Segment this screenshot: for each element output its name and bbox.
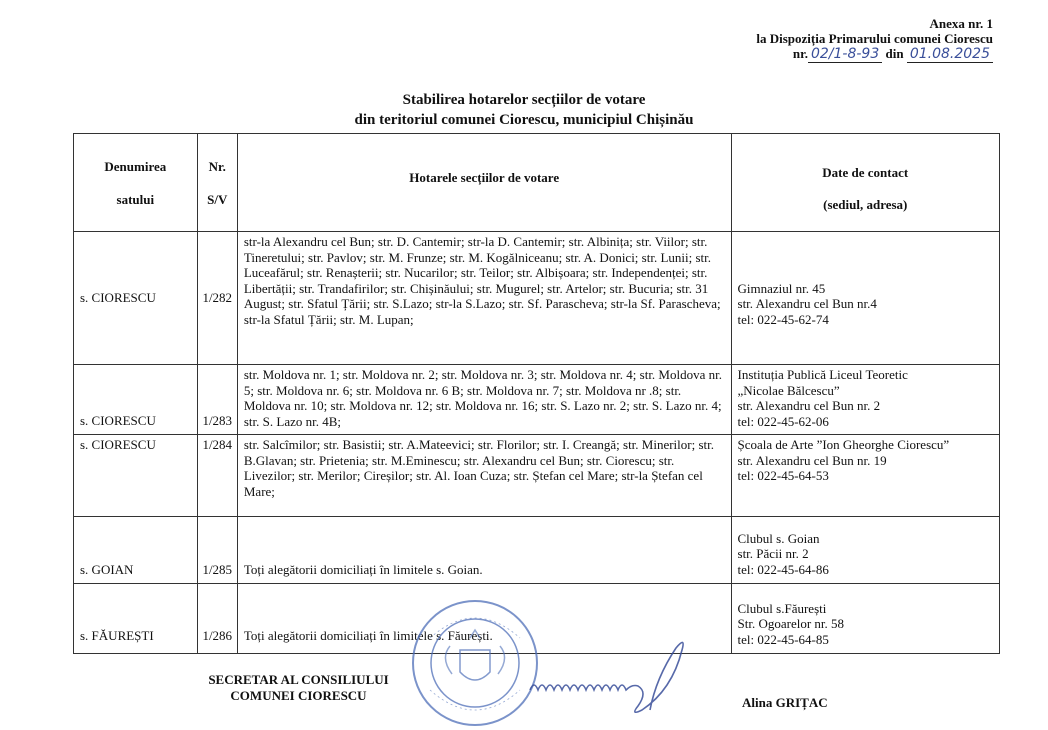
annex-title: Anexa nr. 1 xyxy=(929,16,993,31)
contact-line: Școala de Arte ”Ion Gheorghe Ciorescu” xyxy=(737,437,950,452)
header-nr-l2: S/V xyxy=(207,191,228,207)
contact-line: Clubul s.Făurești xyxy=(737,600,827,616)
contact-line: str. Alexandru cel Bun nr.4 xyxy=(737,296,877,312)
contact-line: tel: 022-45-64-85 xyxy=(737,631,829,647)
official-seal-icon xyxy=(410,598,540,728)
header-nr-l1: Nr. xyxy=(208,158,226,174)
header-nr xyxy=(197,134,237,232)
header-village xyxy=(74,134,198,232)
voting-sections-table xyxy=(73,133,1000,654)
cell-contact xyxy=(731,435,999,517)
contact-line: str. Păcii nr. 2 xyxy=(737,546,809,561)
cell-nr: 1/284 xyxy=(197,435,237,517)
cell-borders: str. Salcîmilor; str. Basistii; str. A.Mateevici; str. Florilor; str. I. Creangă; str. Minerilor; str. B.Glavan; str. Prietenia; str. M.Eminescu; str. Alexandru cel Bun; str. Ciorescu; str. Livezilor; str. Merilor; Cireșilor; str. Al. Ioan Cuza; str. Ștefan cel Mare; str-la Ștefan cel Mare; xyxy=(237,435,731,517)
cell-nr: 1/283 xyxy=(197,365,237,435)
header-borders: Hotarele secțiilor de votare xyxy=(237,134,731,232)
contact-line: Gimnaziul nr. 45 xyxy=(737,280,826,296)
contact-line: „Nicolae Bălcescu” xyxy=(737,382,840,398)
cell-village: s. CIORESCU xyxy=(74,435,198,517)
annex-nr-label: nr. xyxy=(792,46,808,61)
secretary-title-l2: COMUNEI CIORESCU xyxy=(230,688,367,703)
cell-borders: Toți alegătorii domiciliați în limitele s. Făurești. xyxy=(237,584,731,654)
table-row xyxy=(74,517,1000,584)
table-header-row xyxy=(74,134,1000,232)
cell-contact xyxy=(731,365,999,435)
cell-contact xyxy=(731,232,999,365)
cell-nr: 1/282 xyxy=(197,232,237,365)
cell-nr: 1/286 xyxy=(197,584,237,654)
cell-village: s. GOIAN xyxy=(74,517,198,584)
cell-village: s. FĂUREȘTI xyxy=(74,584,198,654)
annex-nr-value: 02/1-8-93 xyxy=(808,46,882,63)
document-title: Stabilirea hotarelor secțiilor de votare xyxy=(402,92,646,108)
document-subtitle: din teritoriul comunei Ciorescu, municipiul Chișinău xyxy=(354,112,694,128)
contact-line: Str. Ogoarelor nr. 58 xyxy=(737,616,845,631)
cell-nr: 1/285 xyxy=(197,517,237,584)
contact-line: str. Alexandru cel Bun nr. 2 xyxy=(737,398,881,413)
header-village-l2: satului xyxy=(116,191,155,207)
annex-date-value: 01.08.2025 xyxy=(907,46,993,63)
cell-village: s. CIORESCU xyxy=(74,232,198,365)
table-row xyxy=(74,232,1000,365)
cell-village: s. CIORESCU xyxy=(74,365,198,435)
header-contact-l2: (sediul, adresa) xyxy=(823,196,908,212)
cell-contact xyxy=(731,584,999,654)
annex-reference: la Dispoziția Primarului comunei Ciorescu xyxy=(756,31,993,46)
annex-din-label: din xyxy=(885,46,904,61)
contact-line: tel: 022-45-62-06 xyxy=(737,413,829,429)
contact-line: tel: 022-45-64-86 xyxy=(737,561,829,577)
cell-borders: str-la Alexandru cel Bun; str. D. Cantemir; str-la D. Cantemir; str. Albinița; str. Viilor; str. Tineretului; str. Pavlov; str. M. Frunze; str. M. Kogălniceanu; str. A. Donici; str. Lunii; str. Luceafărul; str. Renașterii; str. Nucarilor; str. Teilor; str. Albișoara; str. Independenței; str. Libertății; str. Trandafirilor; str. Chișinăului; str. Mugurel; str. Artelor; str. Bucuria; str. 31 August; str. Sfatul Țării; str. S.Lazo; str-la S.Lazo; str. Sf. Parascheva; str-la Sf. Parascheva; str-la Sfatul Țării; str. M. Lupan; xyxy=(237,232,731,365)
contact-line: tel: 022-45-64-53 xyxy=(737,468,829,483)
contact-line: str. Alexandru cel Bun nr. 19 xyxy=(737,452,887,468)
header-contact-l1: Date de contact xyxy=(822,165,909,180)
cell-contact xyxy=(731,517,999,584)
secretary-title xyxy=(196,672,401,704)
annex-number-date xyxy=(756,46,993,62)
table-row xyxy=(74,365,1000,435)
cell-borders: Toți alegătorii domiciliați în limitele s. Goian. xyxy=(237,517,731,584)
contact-line: tel: 022-45-62-74 xyxy=(737,311,829,327)
secretary-title-l1: SECRETAR AL CONSILIULUI xyxy=(208,672,389,687)
secretary-name: Alina GRIȚAC xyxy=(742,695,828,710)
handwritten-signature-icon xyxy=(525,640,705,720)
annex-header xyxy=(756,16,993,62)
cell-borders: str. Moldova nr. 1; str. Moldova nr. 2; str. Moldova nr. 3; str. Moldova nr. 4; str. Moldova nr. 5; str. Moldova nr. 6; str. Moldova nr. 6 B; str. Moldova nr. 7; str. Moldova nr .8; str. Moldova nr. 10; str. Moldova nr. 12; str. Moldova nr. 16; str. S. Lazo nr. 2; str. S. Lazo nr. 4; str. S. Lazo nr. 4B; xyxy=(237,365,731,435)
header-contact xyxy=(731,134,999,232)
table-row xyxy=(74,435,1000,517)
header-village-l1: Denumirea xyxy=(104,158,167,174)
contact-line: Clubul s. Goian xyxy=(737,530,820,546)
contact-line: Instituția Publică Liceul Teoretic xyxy=(737,367,908,382)
